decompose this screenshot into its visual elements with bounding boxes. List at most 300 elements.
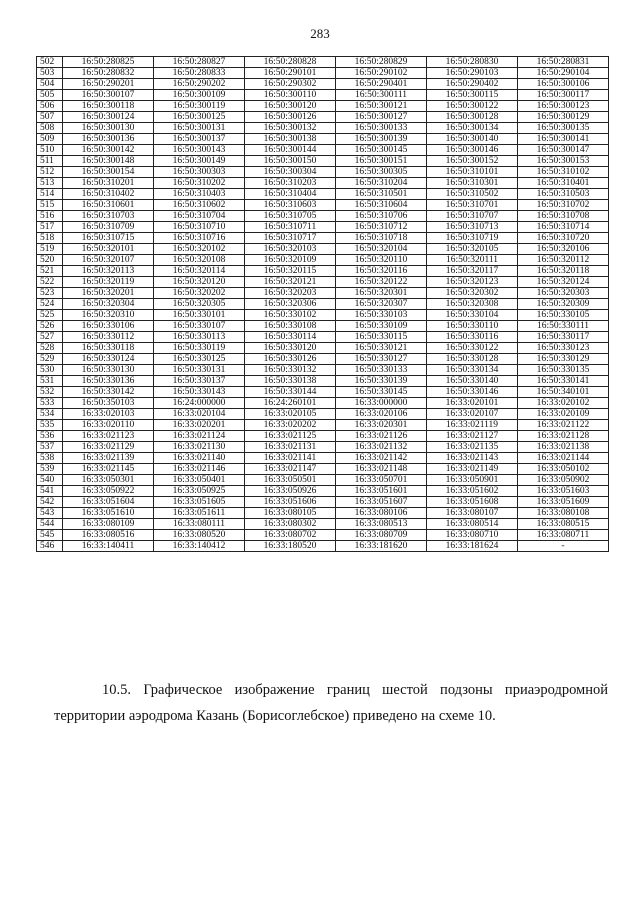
row-number-cell: 527 (37, 332, 63, 343)
cadastral-number-cell: 16:50:330141 (518, 376, 609, 387)
table-row (37, 409, 609, 420)
cadastral-number-cell: 16:33:051601 (336, 486, 427, 497)
table-row (37, 266, 609, 277)
cadastral-number-cell: 16:50:310712 (336, 222, 427, 233)
row-number-cell: 524 (37, 299, 63, 310)
cadastral-number-cell: 16:33:051609 (518, 497, 609, 508)
table-row (37, 475, 609, 486)
cadastral-number-cell: 16:50:280832 (63, 68, 154, 79)
cadastral-number-cell: 16:50:330136 (63, 376, 154, 387)
cadastral-number-cell: 16:33:021147 (245, 464, 336, 475)
cadastral-number-cell: 16:33:051608 (427, 497, 518, 508)
cadastral-number-cell: 16:33:020109 (518, 409, 609, 420)
cadastral-number-cell: 16:33:140412 (154, 541, 245, 552)
page-number: 283 (310, 26, 330, 41)
cadastral-number-cell: 16:50:310501 (336, 189, 427, 200)
table-row (37, 222, 609, 233)
cadastral-number-cell: 16:50:330144 (245, 387, 336, 398)
cadastral-number-cell: 16:50:310602 (154, 200, 245, 211)
cadastral-number-cell: 16:50:300151 (336, 156, 427, 167)
row-number-cell: 504 (37, 79, 63, 90)
cadastral-number-cell: 16:33:050922 (63, 486, 154, 497)
row-number-cell: 535 (37, 420, 63, 431)
cadastral-number-table (36, 56, 609, 552)
cadastral-number-cell: 16:50:330114 (245, 332, 336, 343)
cadastral-number-cell: 16:33:051606 (245, 497, 336, 508)
cadastral-number-cell: 16:33:021144 (518, 453, 609, 464)
row-number-cell: 512 (37, 167, 63, 178)
cadastral-number-cell: 16:50:320307 (336, 299, 427, 310)
cadastral-number-cell: 16:33:051605 (154, 497, 245, 508)
table-row (37, 189, 609, 200)
cadastral-number-cell: 16:50:300143 (154, 145, 245, 156)
cadastral-number-cell: 16:50:290201 (63, 79, 154, 90)
cadastral-number-cell: 16:33:020106 (336, 409, 427, 420)
cadastral-number-cell: 16:33:140411 (63, 541, 154, 552)
cadastral-number-cell: 16:50:300133 (336, 123, 427, 134)
cadastral-number-cell: 16:50:300153 (518, 156, 609, 167)
row-number-cell: 546 (37, 541, 63, 552)
cadastral-number-cell: 16:50:330104 (427, 310, 518, 321)
cadastral-number-cell: 16:50:330142 (63, 387, 154, 398)
cadastral-number-cell: 16:50:320124 (518, 277, 609, 288)
cadastral-number-cell: 16:50:300125 (154, 112, 245, 123)
row-number-cell: 516 (37, 211, 63, 222)
cadastral-number-cell: 16:50:310718 (336, 233, 427, 244)
table-row (37, 530, 609, 541)
cadastral-number-cell: 16:50:330108 (245, 321, 336, 332)
table-row (37, 519, 609, 530)
table-row (37, 453, 609, 464)
row-number-cell: 515 (37, 200, 63, 211)
table-row (37, 57, 609, 68)
cadastral-number-cell: 16:50:320113 (63, 266, 154, 277)
cadastral-number-cell: 16:50:290302 (245, 79, 336, 90)
cadastral-number-cell: 16:50:310403 (154, 189, 245, 200)
cadastral-number-cell: 16:50:330121 (336, 343, 427, 354)
row-number-cell: 534 (37, 409, 63, 420)
cadastral-number-cell: 16:50:310601 (63, 200, 154, 211)
row-number-cell: 530 (37, 365, 63, 376)
table-row (37, 387, 609, 398)
row-number-cell: 507 (37, 112, 63, 123)
cadastral-number-cell: 16:50:310706 (336, 211, 427, 222)
cadastral-number-cell: 16:50:300120 (245, 101, 336, 112)
cadastral-number-cell: 16:50:310503 (518, 189, 609, 200)
cadastral-number-cell: 16:50:320104 (336, 244, 427, 255)
table-row (37, 398, 609, 409)
cadastral-number-cell: 16:50:330103 (336, 310, 427, 321)
row-number-cell: 525 (37, 310, 63, 321)
cadastral-number-cell: 16:33:021130 (154, 442, 245, 453)
cadastral-number-cell: 16:50:340101 (518, 387, 609, 398)
cadastral-number-cell: 16:50:300142 (63, 145, 154, 156)
cadastral-number-cell: 16:50:320202 (154, 288, 245, 299)
cadastral-number-cell: 16:50:300131 (154, 123, 245, 134)
cadastral-number-cell: 16:33:021131 (245, 442, 336, 453)
cadastral-number-cell: 16:33:020103 (63, 409, 154, 420)
cadastral-number-cell: 16:50:330128 (427, 354, 518, 365)
table-row (37, 365, 609, 376)
table-row (37, 200, 609, 211)
cadastral-number-cell: 16:33:080710 (427, 530, 518, 541)
cadastral-number-cell: 16:50:310402 (63, 189, 154, 200)
cadastral-number-cell: 16:50:300154 (63, 167, 154, 178)
cadastral-number-cell: 16:50:320301 (336, 288, 427, 299)
cadastral-number-cell: 16:50:290202 (154, 79, 245, 90)
cadastral-number-cell: 16:50:330112 (63, 332, 154, 343)
cadastral-number-cell: 16:33:021126 (336, 431, 427, 442)
cadastral-number-cell: 16:33:020110 (63, 420, 154, 431)
cadastral-number-cell: 16:50:310301 (427, 178, 518, 189)
row-number-cell: 520 (37, 255, 63, 266)
table-row (37, 486, 609, 497)
table-row (37, 178, 609, 189)
cadastral-number-cell: 16:33:051611 (154, 508, 245, 519)
cadastral-number-cell: 16:50:320303 (518, 288, 609, 299)
cadastral-number-cell: 16:50:320117 (427, 266, 518, 277)
table-row (37, 112, 609, 123)
cadastral-number-cell: 16:33:080709 (336, 530, 427, 541)
cadastral-number-cell: 16:33:050301 (63, 475, 154, 486)
cadastral-number-cell: 16:50:330113 (154, 332, 245, 343)
cadastral-number-cell: 16:33:051602 (427, 486, 518, 497)
cadastral-number-cell: 16:50:350103 (63, 398, 154, 409)
cadastral-number-cell: 16:50:290401 (336, 79, 427, 90)
cadastral-number-cell: 16:33:080111 (154, 519, 245, 530)
cadastral-number-cell: - (518, 541, 609, 552)
table-row (37, 134, 609, 145)
row-number-cell: 545 (37, 530, 63, 541)
cadastral-number-cell: 16:50:300145 (336, 145, 427, 156)
cadastral-number-cell: 16:50:330116 (427, 332, 518, 343)
cadastral-number-cell: 16:50:330102 (245, 310, 336, 321)
row-number-cell: 528 (37, 343, 63, 354)
cadastral-number-cell: 16:50:310102 (518, 167, 609, 178)
cadastral-number-cell: 16:50:330106 (63, 321, 154, 332)
cadastral-number-cell: 16:33:050501 (245, 475, 336, 486)
table-row (37, 68, 609, 79)
cadastral-number-cell: 16:50:330143 (154, 387, 245, 398)
table-row (37, 211, 609, 222)
table-row (37, 321, 609, 332)
cadastral-number-cell: 16:50:320201 (63, 288, 154, 299)
cadastral-number-cell: 16:50:290402 (427, 79, 518, 90)
cadastral-number-cell: 16:50:320118 (518, 266, 609, 277)
cadastral-number-cell: 16:33:020104 (154, 409, 245, 420)
cadastral-number-cell: 16:50:330118 (63, 343, 154, 354)
table-row (37, 101, 609, 112)
cadastral-number-cell: 16:50:320108 (154, 255, 245, 266)
cadastral-number-cell: 16:33:021127 (427, 431, 518, 442)
cadastral-number-cell: 16:50:300119 (154, 101, 245, 112)
cadastral-number-cell: 16:33:021149 (427, 464, 518, 475)
cadastral-number-cell: 16:50:300147 (518, 145, 609, 156)
cadastral-number-cell: 16:33:021145 (63, 464, 154, 475)
cadastral-number-cell: 16:50:290103 (427, 68, 518, 79)
cadastral-number-cell: 16:33:051603 (518, 486, 609, 497)
cadastral-number-cell: 16:50:300121 (336, 101, 427, 112)
cadastral-number-cell: 16:50:310709 (63, 222, 154, 233)
cadastral-number-cell: 16:50:310715 (63, 233, 154, 244)
cadastral-number-cell: 16:50:320308 (427, 299, 518, 310)
cadastral-number-cell: 16:33:021135 (427, 442, 518, 453)
cadastral-number-cell: 16:50:320102 (154, 244, 245, 255)
cadastral-number-cell: 16:50:300129 (518, 112, 609, 123)
table-row (37, 442, 609, 453)
cadastral-number-cell: 16:33:021122 (518, 420, 609, 431)
cadastral-number-cell: 16:50:330134 (427, 365, 518, 376)
cadastral-number-cell: 16:50:300305 (336, 167, 427, 178)
row-number-cell: 511 (37, 156, 63, 167)
cadastral-number-cell: 16:50:310703 (63, 211, 154, 222)
cadastral-number-cell: 16:50:320112 (518, 255, 609, 266)
cadastral-number-cell: 16:50:320305 (154, 299, 245, 310)
cadastral-number-cell: 16:50:310720 (518, 233, 609, 244)
cadastral-number-cell: 16:24:260101 (245, 398, 336, 409)
row-number-cell: 521 (37, 266, 63, 277)
row-number-cell: 519 (37, 244, 63, 255)
cadastral-number-cell: 16:50:330139 (336, 376, 427, 387)
cadastral-number-cell: 16:50:320304 (63, 299, 154, 310)
cadastral-number-cell: 16:50:320119 (63, 277, 154, 288)
cadastral-number-cell: 16:33:080520 (154, 530, 245, 541)
cadastral-number-cell: 16:50:300137 (154, 134, 245, 145)
cadastral-number-cell: 16:50:310204 (336, 178, 427, 189)
cadastral-number-cell: 16:33:021128 (518, 431, 609, 442)
cadastral-number-cell: 16:50:330117 (518, 332, 609, 343)
cadastral-number-cell: 16:50:320306 (245, 299, 336, 310)
cadastral-number-cell: 16:33:080711 (518, 530, 609, 541)
cadastral-number-cell: 16:50:320121 (245, 277, 336, 288)
cadastral-number-cell: 16:33:181624 (427, 541, 518, 552)
table-row (37, 332, 609, 343)
cadastral-number-cell: 16:50:320116 (336, 266, 427, 277)
cadastral-number-cell: 16:50:330101 (154, 310, 245, 321)
cadastral-number-cell: 16:50:280831 (518, 57, 609, 68)
cadastral-number-cell: 16:50:320302 (427, 288, 518, 299)
table-row (37, 277, 609, 288)
cadastral-number-cell: 16:50:300139 (336, 134, 427, 145)
cadastral-number-cell: 16:50:330124 (63, 354, 154, 365)
row-number-cell: 537 (37, 442, 63, 453)
cadastral-number-cell: 16:50:310713 (427, 222, 518, 233)
cadastral-number-cell: 16:33:050401 (154, 475, 245, 486)
cadastral-number-cell: 16:50:300138 (245, 134, 336, 145)
cadastral-number-cell: 16:50:330119 (154, 343, 245, 354)
cadastral-number-cell: 16:50:330111 (518, 321, 609, 332)
cadastral-number-cell: 16:33:020105 (245, 409, 336, 420)
cadastral-number-cell: 16:33:021132 (336, 442, 427, 453)
cadastral-number-cell: 16:50:320101 (63, 244, 154, 255)
cadastral-number-cell: 16:50:300115 (427, 90, 518, 101)
cadastral-number-cell: 16:50:300111 (336, 90, 427, 101)
cadastral-number-cell: 16:50:310502 (427, 189, 518, 200)
row-number-cell: 526 (37, 321, 63, 332)
table-row (37, 464, 609, 475)
cadastral-number-cell: 16:50:300140 (427, 134, 518, 145)
cadastral-number-cell: 16:33:080702 (245, 530, 336, 541)
table-row (37, 431, 609, 442)
cadastral-number-cell: 16:50:320110 (336, 255, 427, 266)
cadastral-number-cell: 16:50:310717 (245, 233, 336, 244)
table-body (37, 57, 609, 552)
row-number-cell: 532 (37, 387, 63, 398)
cadastral-number-cell: 16:33:020101 (427, 398, 518, 409)
cadastral-number-cell: 16:50:330107 (154, 321, 245, 332)
row-number-cell: 517 (37, 222, 63, 233)
table-row (37, 79, 609, 90)
table-row (37, 343, 609, 354)
cadastral-number-cell: 16:50:300110 (245, 90, 336, 101)
row-number-cell: 529 (37, 354, 63, 365)
cadastral-number-cell: 16:50:320114 (154, 266, 245, 277)
cadastral-number-cell: 16:33:020107 (427, 409, 518, 420)
cadastral-number-cell: 16:33:181620 (336, 541, 427, 552)
cadastral-number-cell: 16:33:080513 (336, 519, 427, 530)
cadastral-number-cell: 16:50:280830 (427, 57, 518, 68)
cadastral-number-cell: 16:33:021124 (154, 431, 245, 442)
row-number-cell: 543 (37, 508, 63, 519)
cadastral-number-cell: 16:50:310705 (245, 211, 336, 222)
cadastral-number-cell: 16:50:330115 (336, 332, 427, 343)
cadastral-number-cell: 16:50:330105 (518, 310, 609, 321)
cadastral-number-cell: 16:24:000000 (154, 398, 245, 409)
row-number-cell: 502 (37, 57, 63, 68)
cadastral-number-cell: 16:33:050925 (154, 486, 245, 497)
cadastral-number-cell: 16:50:300107 (63, 90, 154, 101)
cadastral-number-cell: 16:50:320310 (63, 310, 154, 321)
cadastral-number-cell: 16:50:300123 (518, 101, 609, 112)
cadastral-number-cell: 16:50:330132 (245, 365, 336, 376)
table-row (37, 255, 609, 266)
cadastral-number-cell: 16:50:310701 (427, 200, 518, 211)
row-number-cell: 536 (37, 431, 63, 442)
row-number-cell: 523 (37, 288, 63, 299)
cadastral-number-cell: 16:33:020301 (336, 420, 427, 431)
cadastral-number-cell: 16:50:330146 (427, 387, 518, 398)
cadastral-number-cell: 16:50:320123 (427, 277, 518, 288)
cadastral-number-cell: 16:33:080105 (245, 508, 336, 519)
cadastral-number-cell: 16:50:300130 (63, 123, 154, 134)
cadastral-number-cell: 16:50:330126 (245, 354, 336, 365)
section-paragraph: 10.5. Графическое изображение границ шестой подзоны приаэродромной территории аэродрома Казань (Борисоглебское) приведено на схеме 10. (54, 682, 608, 724)
row-number-cell: 522 (37, 277, 63, 288)
cadastral-number-cell: 16:50:330131 (154, 365, 245, 376)
cadastral-number-cell: 16:50:300134 (427, 123, 518, 134)
cadastral-number-cell: 16:50:280827 (154, 57, 245, 68)
row-number-cell: 503 (37, 68, 63, 79)
cadastral-number-cell: 16:50:320106 (518, 244, 609, 255)
row-number-cell: 513 (37, 178, 63, 189)
cadastral-number-cell: 16:50:310704 (154, 211, 245, 222)
cadastral-number-cell: 16:50:320203 (245, 288, 336, 299)
cadastral-number-cell: 16:50:330122 (427, 343, 518, 354)
cadastral-number-cell: 16:50:300126 (245, 112, 336, 123)
cadastral-number-cell: 16:50:310201 (63, 178, 154, 189)
cadastral-number-cell: 16:50:330140 (427, 376, 518, 387)
cadastral-number-cell: 16:50:330145 (336, 387, 427, 398)
table-row (37, 420, 609, 431)
cadastral-number-cell: 16:33:080514 (427, 519, 518, 530)
cadastral-number-cell: 16:50:320109 (245, 255, 336, 266)
cadastral-number-cell: 16:50:330120 (245, 343, 336, 354)
cadastral-number-cell: 16:50:300117 (518, 90, 609, 101)
table-row (37, 156, 609, 167)
cadastral-number-cell: 16:50:310603 (245, 200, 336, 211)
row-number-cell: 533 (37, 398, 63, 409)
cadastral-number-cell: 16:50:280829 (336, 57, 427, 68)
cadastral-number-cell: 16:50:320115 (245, 266, 336, 277)
cadastral-number-cell: 16:50:310711 (245, 222, 336, 233)
cadastral-number-cell: 16:33:021123 (63, 431, 154, 442)
cadastral-number-cell: 16:50:300122 (427, 101, 518, 112)
row-number-cell: 542 (37, 497, 63, 508)
cadastral-number-cell: 16:50:300128 (427, 112, 518, 123)
cadastral-number-cell: 16:50:280825 (63, 57, 154, 68)
cadastral-number-cell: 16:50:300303 (154, 167, 245, 178)
cadastral-number-cell: 16:50:300109 (154, 90, 245, 101)
cadastral-number-cell: 16:33:021119 (427, 420, 518, 431)
table-row (37, 233, 609, 244)
cadastral-number-cell: 16:50:300144 (245, 145, 336, 156)
cadastral-number-cell: 16:50:300304 (245, 167, 336, 178)
cadastral-number-cell: 16:33:080108 (518, 508, 609, 519)
cadastral-number-cell: 16:50:310203 (245, 178, 336, 189)
cadastral-number-cell: 16:50:310702 (518, 200, 609, 211)
cadastral-number-cell: 16:50:330138 (245, 376, 336, 387)
cadastral-number-cell: 16:50:330135 (518, 365, 609, 376)
cadastral-number-cell: 16:50:330129 (518, 354, 609, 365)
cadastral-number-cell: 16:33:020102 (518, 398, 609, 409)
cadastral-number-cell: 16:50:320103 (245, 244, 336, 255)
cadastral-number-cell: 16:33:020201 (154, 420, 245, 431)
cadastral-number-cell: 16:33:080515 (518, 519, 609, 530)
cadastral-number-cell: 16:33:021129 (63, 442, 154, 453)
row-number-cell: 509 (37, 134, 63, 145)
cadastral-number-cell: 16:33:080516 (63, 530, 154, 541)
table-row (37, 497, 609, 508)
cadastral-number-cell: 16:50:330137 (154, 376, 245, 387)
cadastral-number-cell: 16:50:320120 (154, 277, 245, 288)
cadastral-number-cell: 16:50:330125 (154, 354, 245, 365)
cadastral-number-cell: 16:50:300124 (63, 112, 154, 123)
table-row (37, 167, 609, 178)
cadastral-number-cell: 16:33:021140 (154, 453, 245, 464)
cadastral-number-cell: 16:50:310716 (154, 233, 245, 244)
table-row (37, 376, 609, 387)
cadastral-number-cell: 16:50:310710 (154, 222, 245, 233)
cadastral-number-cell: 16:33:051610 (63, 508, 154, 519)
cadastral-number-cell: 16:50:320107 (63, 255, 154, 266)
cadastral-number-cell: 16:33:021146 (154, 464, 245, 475)
cadastral-number-cell: 16:50:300136 (63, 134, 154, 145)
cadastral-number-cell: 16:50:330130 (63, 365, 154, 376)
cadastral-number-cell: 16:33:050102 (518, 464, 609, 475)
cadastral-number-cell: 16:33:080109 (63, 519, 154, 530)
cadastral-number-cell: 16:50:300118 (63, 101, 154, 112)
cadastral-number-cell: 16:33:021142 (336, 453, 427, 464)
cadastral-number-cell: 16:33:080302 (245, 519, 336, 530)
table-row (37, 90, 609, 101)
cadastral-number-cell: 16:50:330123 (518, 343, 609, 354)
cadastral-number-cell: 16:33:021143 (427, 453, 518, 464)
row-number-cell: 544 (37, 519, 63, 530)
cadastral-number-cell: 16:50:300141 (518, 134, 609, 145)
cadastral-number-cell: 16:50:290102 (336, 68, 427, 79)
cadastral-number-cell: 16:33:020202 (245, 420, 336, 431)
cadastral-number-cell: 16:33:021141 (245, 453, 336, 464)
